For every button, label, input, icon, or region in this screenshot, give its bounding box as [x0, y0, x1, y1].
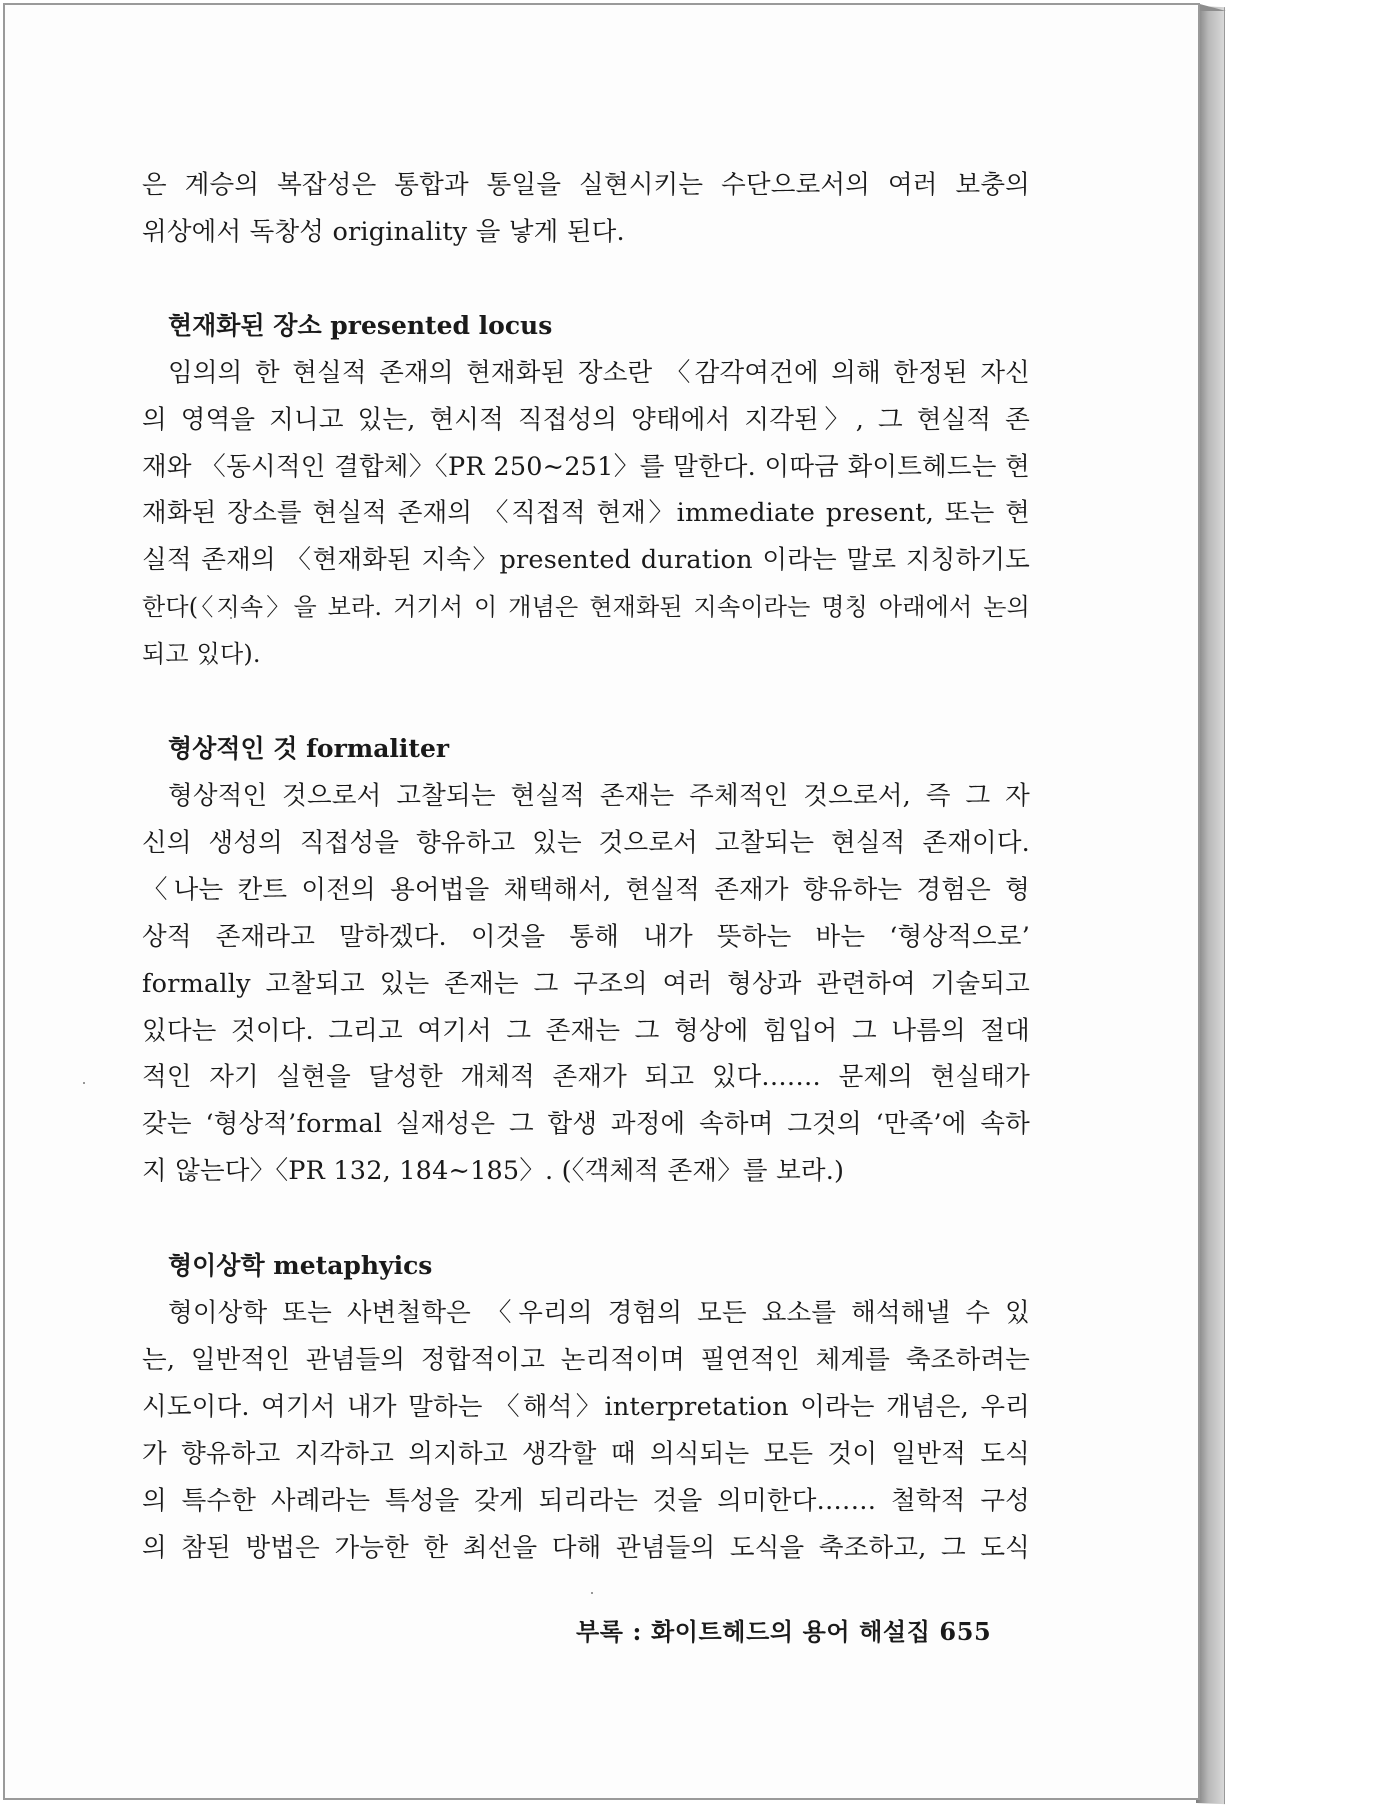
text-line: 가 향유하고 지각하고 의지하고 생각할 때 의식되는 모든 것이 일반적 도식 [142, 1438, 1030, 1469]
text-line: 한다(〈지속〉을 보라. 거기서 이 개념은 현재화된 지속이라는 명칭 아래에서 논의 [142, 593, 1030, 622]
text-line: 상적 존재라고 말하겠다. 이것을 통해 내가 뜻하는 바는 ‘형상적으로’ [142, 921, 1030, 952]
text-line: 형상적인 것으로서 고찰되는 현실적 존재는 주체적인 것으로서, 즉 그 자 [168, 780, 1030, 811]
text-line: 재화된 장소를 현실적 존재의 〈직접적 현재〉immediate present, 또는 현 [142, 498, 1030, 529]
text-line: 시도이다. 여기서 내가 말하는 〈해석〉interpretation 이라는 개념은, 우리 [142, 1391, 1030, 1422]
speck [83, 1082, 85, 1084]
text-line: formally 고찰되고 있는 존재는 그 구조의 여러 형상과 관련하여 기술되고 [142, 968, 1030, 999]
text-line: 재와 〈동시적인 결합체〉〈PR 250∼251〉를 말한다. 이따금 화이트헤드는 현 [142, 451, 1030, 482]
text-line: 되고 있다). [142, 640, 261, 669]
text-line: 위상에서 독창성 originality 을 낳게 된다. [142, 216, 625, 247]
speck [591, 1592, 593, 1594]
section-formaliter [142, 726, 1030, 1195]
text-line: 지 않는다〉〈PR 132, 184∼185〉. (〈객체적 존재〉를 보라.) [142, 1156, 845, 1187]
page-edge [1196, 6, 1225, 1804]
section-heading: 현재화된 장소 presented locus [168, 310, 553, 340]
text-line: 적인 자기 실현을 달성한 개체적 존재가 되고 있다.…… 문제의 현실태가 [142, 1062, 1030, 1093]
text-line: 는, 일반적인 관념들의 정합적이고 논리적이며 필연적인 체계를 축조하려는 [142, 1344, 1030, 1375]
page-footer: 부록 : 화이트헤드의 용어 해설집 655 [576, 1617, 992, 1646]
text-line: 의 참된 방법은 가능한 한 최선을 다해 관념들의 도식을 축조하고, 그 도식 [142, 1532, 1030, 1563]
section-heading: 형상적인 것 formaliter [168, 734, 450, 764]
text-line: 있다는 것이다. 그리고 여기서 그 존재는 그 형상에 힘입어 그 나름의 절대 [142, 1015, 1030, 1046]
text-line: 실적 존재의 〈현재화된 지속〉presented duration 이라는 말로 지칭하기도 [142, 545, 1030, 576]
text-line: 의 특수한 사례라는 특성을 갖게 되리라는 것을 의미한다.…… 철학적 구성 [142, 1485, 1030, 1516]
text-line: 〈나는 칸트 이전의 용어법을 채택해서, 현실적 존재가 향유하는 경험은 형 [142, 874, 1030, 905]
section-metaphysics [142, 1243, 1030, 1571]
section-heading: 형이상학 metaphyics [168, 1251, 433, 1281]
text-line: 갖는 ‘형상적’formal 실재성은 그 합생 과정에 속하며 그것의 ‘만족’에 속하 [142, 1109, 1030, 1140]
text-line: 형이상학 또는 사변철학은 〈우리의 경험의 모든 요소를 해석해낼 수 있 [168, 1298, 1030, 1329]
page-body [142, 162, 1030, 1571]
text-line: 임의의 한 현실적 존재의 현재화된 장소란 〈감각여건에 의해 한정된 자신 [168, 357, 1030, 388]
text-line: 신의 생성의 직접성을 향유하고 있는 것으로서 고찰되는 현실적 존재이다. [142, 827, 1030, 858]
text-line: 의 영역을 지니고 있는, 현시적 직접성의 양태에서 지각된〉, 그 현실적 존 [142, 404, 1030, 435]
text-line: 은 계승의 복잡성은 통합과 통일을 실현시키는 수단으로서의 여러 보충의 [142, 170, 1030, 200]
section-presented-locus [142, 303, 1030, 678]
